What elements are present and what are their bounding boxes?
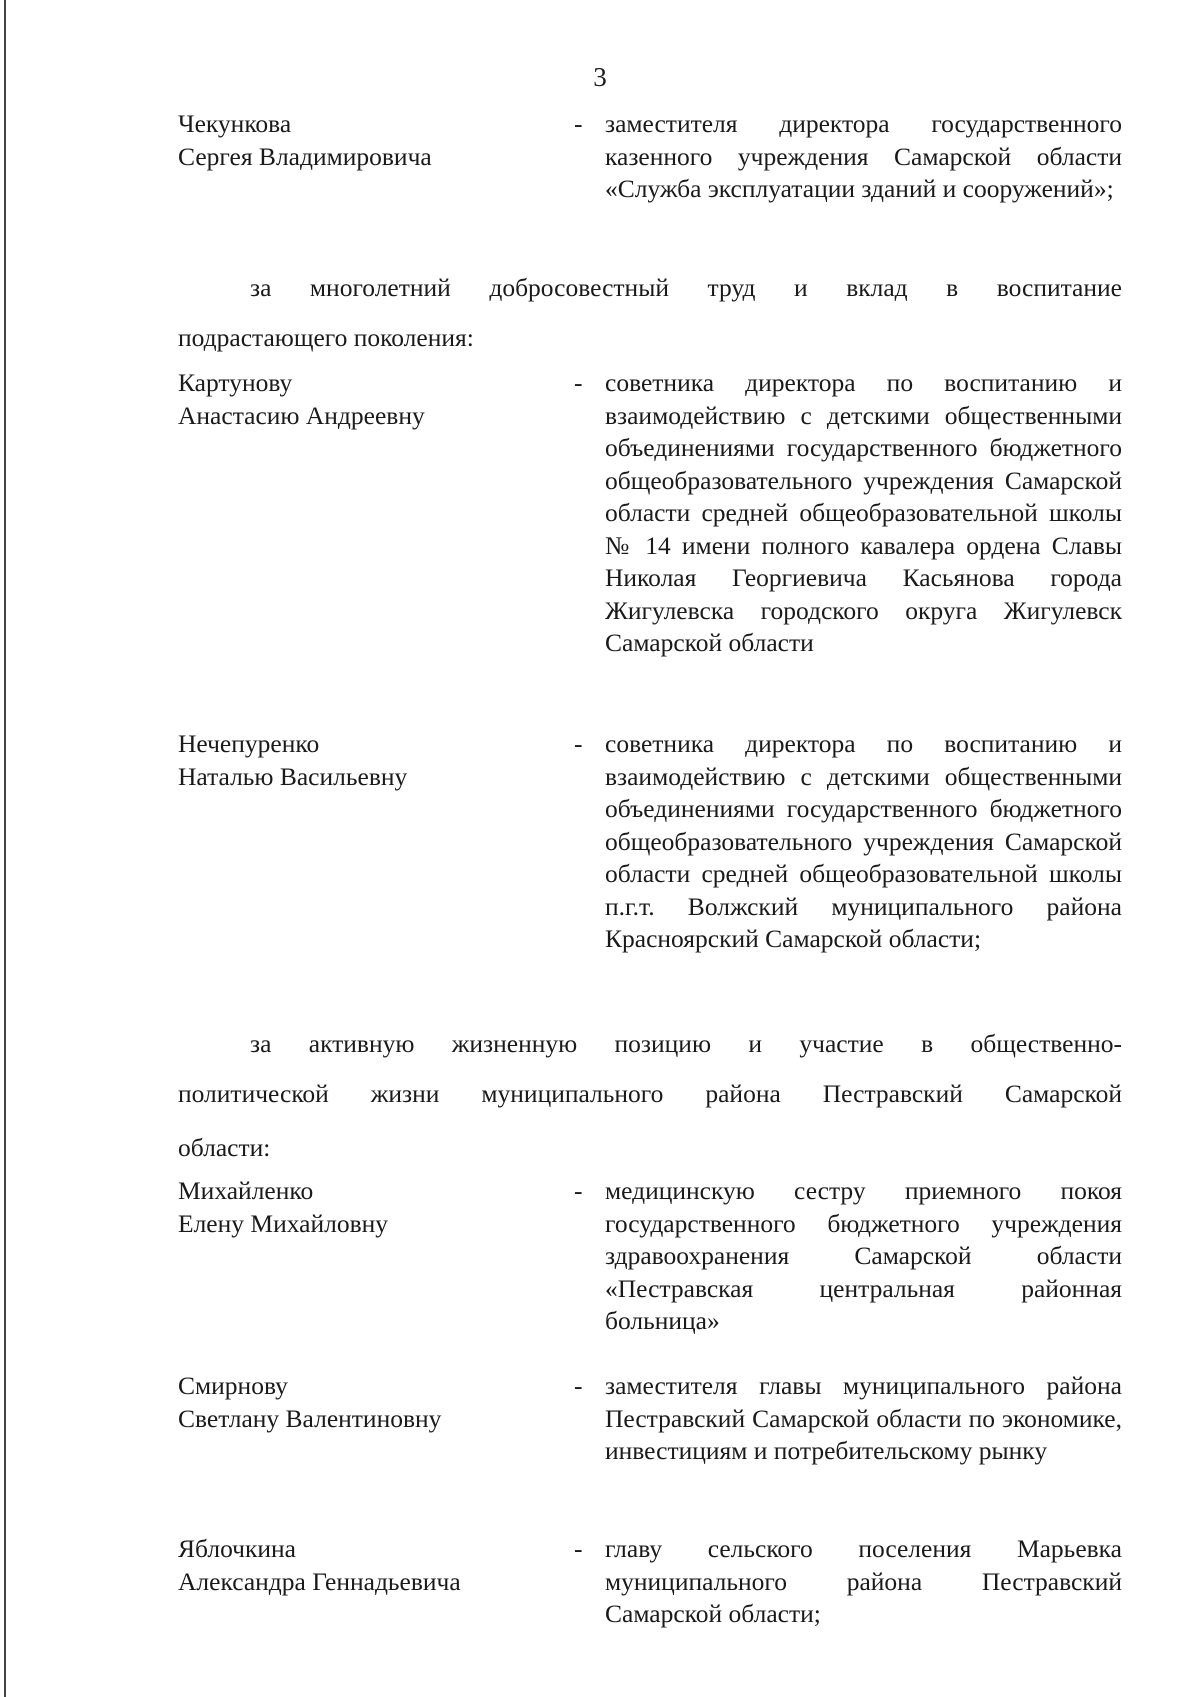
entry-dash: - [574,1176,583,1205]
awardee-given-names: Елену Михайловну [178,1208,389,1238]
awardee-name [178,108,548,173]
awardee-position: советника директора по воспитанию и взаимодействию с детскими общественными объединениями государственного бюджетного общеобразовательного учреждения Самарской области средней общеобразовательной школы № 14 имени полного кавалера ордена Славы Николая Георгиевича Касьянова города Жигулевска городского округа Жигулевск Самарской области [605,368,1122,657]
award-category-heading [178,1028,1122,1164]
awardee-position: медицинскую сестру приемного покоя государственного бюджетного учреждения здравоохранения Самарской области «Пестравская центральная районная больница» [605,1176,1122,1335]
heading-line: области: [178,1133,271,1162]
page-edge-line [4,0,6,1697]
awardee-position: главу сельского поселения Марьевка муниципального района Пестравский Самарской области; [605,1534,1122,1628]
awardee-name [178,1533,548,1598]
awardee-given-names: Светлану Валентиновну [178,1403,442,1433]
entry-dash: - [574,1534,583,1563]
awardee-surname: Михайленко [178,1176,314,1205]
awardee-position: заместителя главы муниципального района Пестравский Самарской области по экономике, инвестициям и потребительскому рынку [605,1371,1122,1465]
entry-dash: - [574,1371,583,1400]
awardee-position: советника директора по воспитанию и взаимодействию с детскими общественными объединениями государственного бюджетного общеобразовательного учреждения Самарской области средней общеобразовательной школы п.г.т. Волжский муниципального района Красноярский Самарской области; [605,729,1122,953]
heading-line: за активную жизненную позицию и участие в общественно- [250,1029,1122,1058]
awardee-name [178,1370,548,1435]
entry-dash: - [574,729,583,758]
page-number: 3 [593,62,607,92]
entry-dash: - [574,368,583,397]
awardee-name [178,1175,548,1240]
heading-line: подрастающего поколения: [178,323,474,352]
awardee-surname: Смирнову [178,1371,288,1400]
awardee-given-names: Сергея Владимировича [178,141,432,171]
heading-line: за многолетний добросовестный труд и вклад в воспитание [250,273,1122,302]
awardee-position: заместителя директора государственного казенного учреждения Самарской области «Служба эксплуатации зданий и сооружений»; [605,109,1122,203]
awardee-surname: Нечепуренко [178,729,320,758]
heading-line: политической жизни муниципального района Пестравский Самарской [178,1079,1122,1108]
awardee-given-names: Александра Геннадьевича [178,1566,461,1596]
awardee-surname: Яблочкина [178,1534,296,1563]
awardee-given-names: Наталью Васильевну [178,761,408,791]
awardee-surname: Чекункова [178,109,292,138]
awardee-given-names: Анастасию Андреевну [178,400,425,430]
awardee-surname: Картунову [178,368,293,397]
entry-dash: - [574,109,583,138]
award-category-heading [178,272,1122,354]
awardee-name [178,728,548,793]
awardee-name [178,367,548,432]
heading-continuation [178,1078,1122,1164]
